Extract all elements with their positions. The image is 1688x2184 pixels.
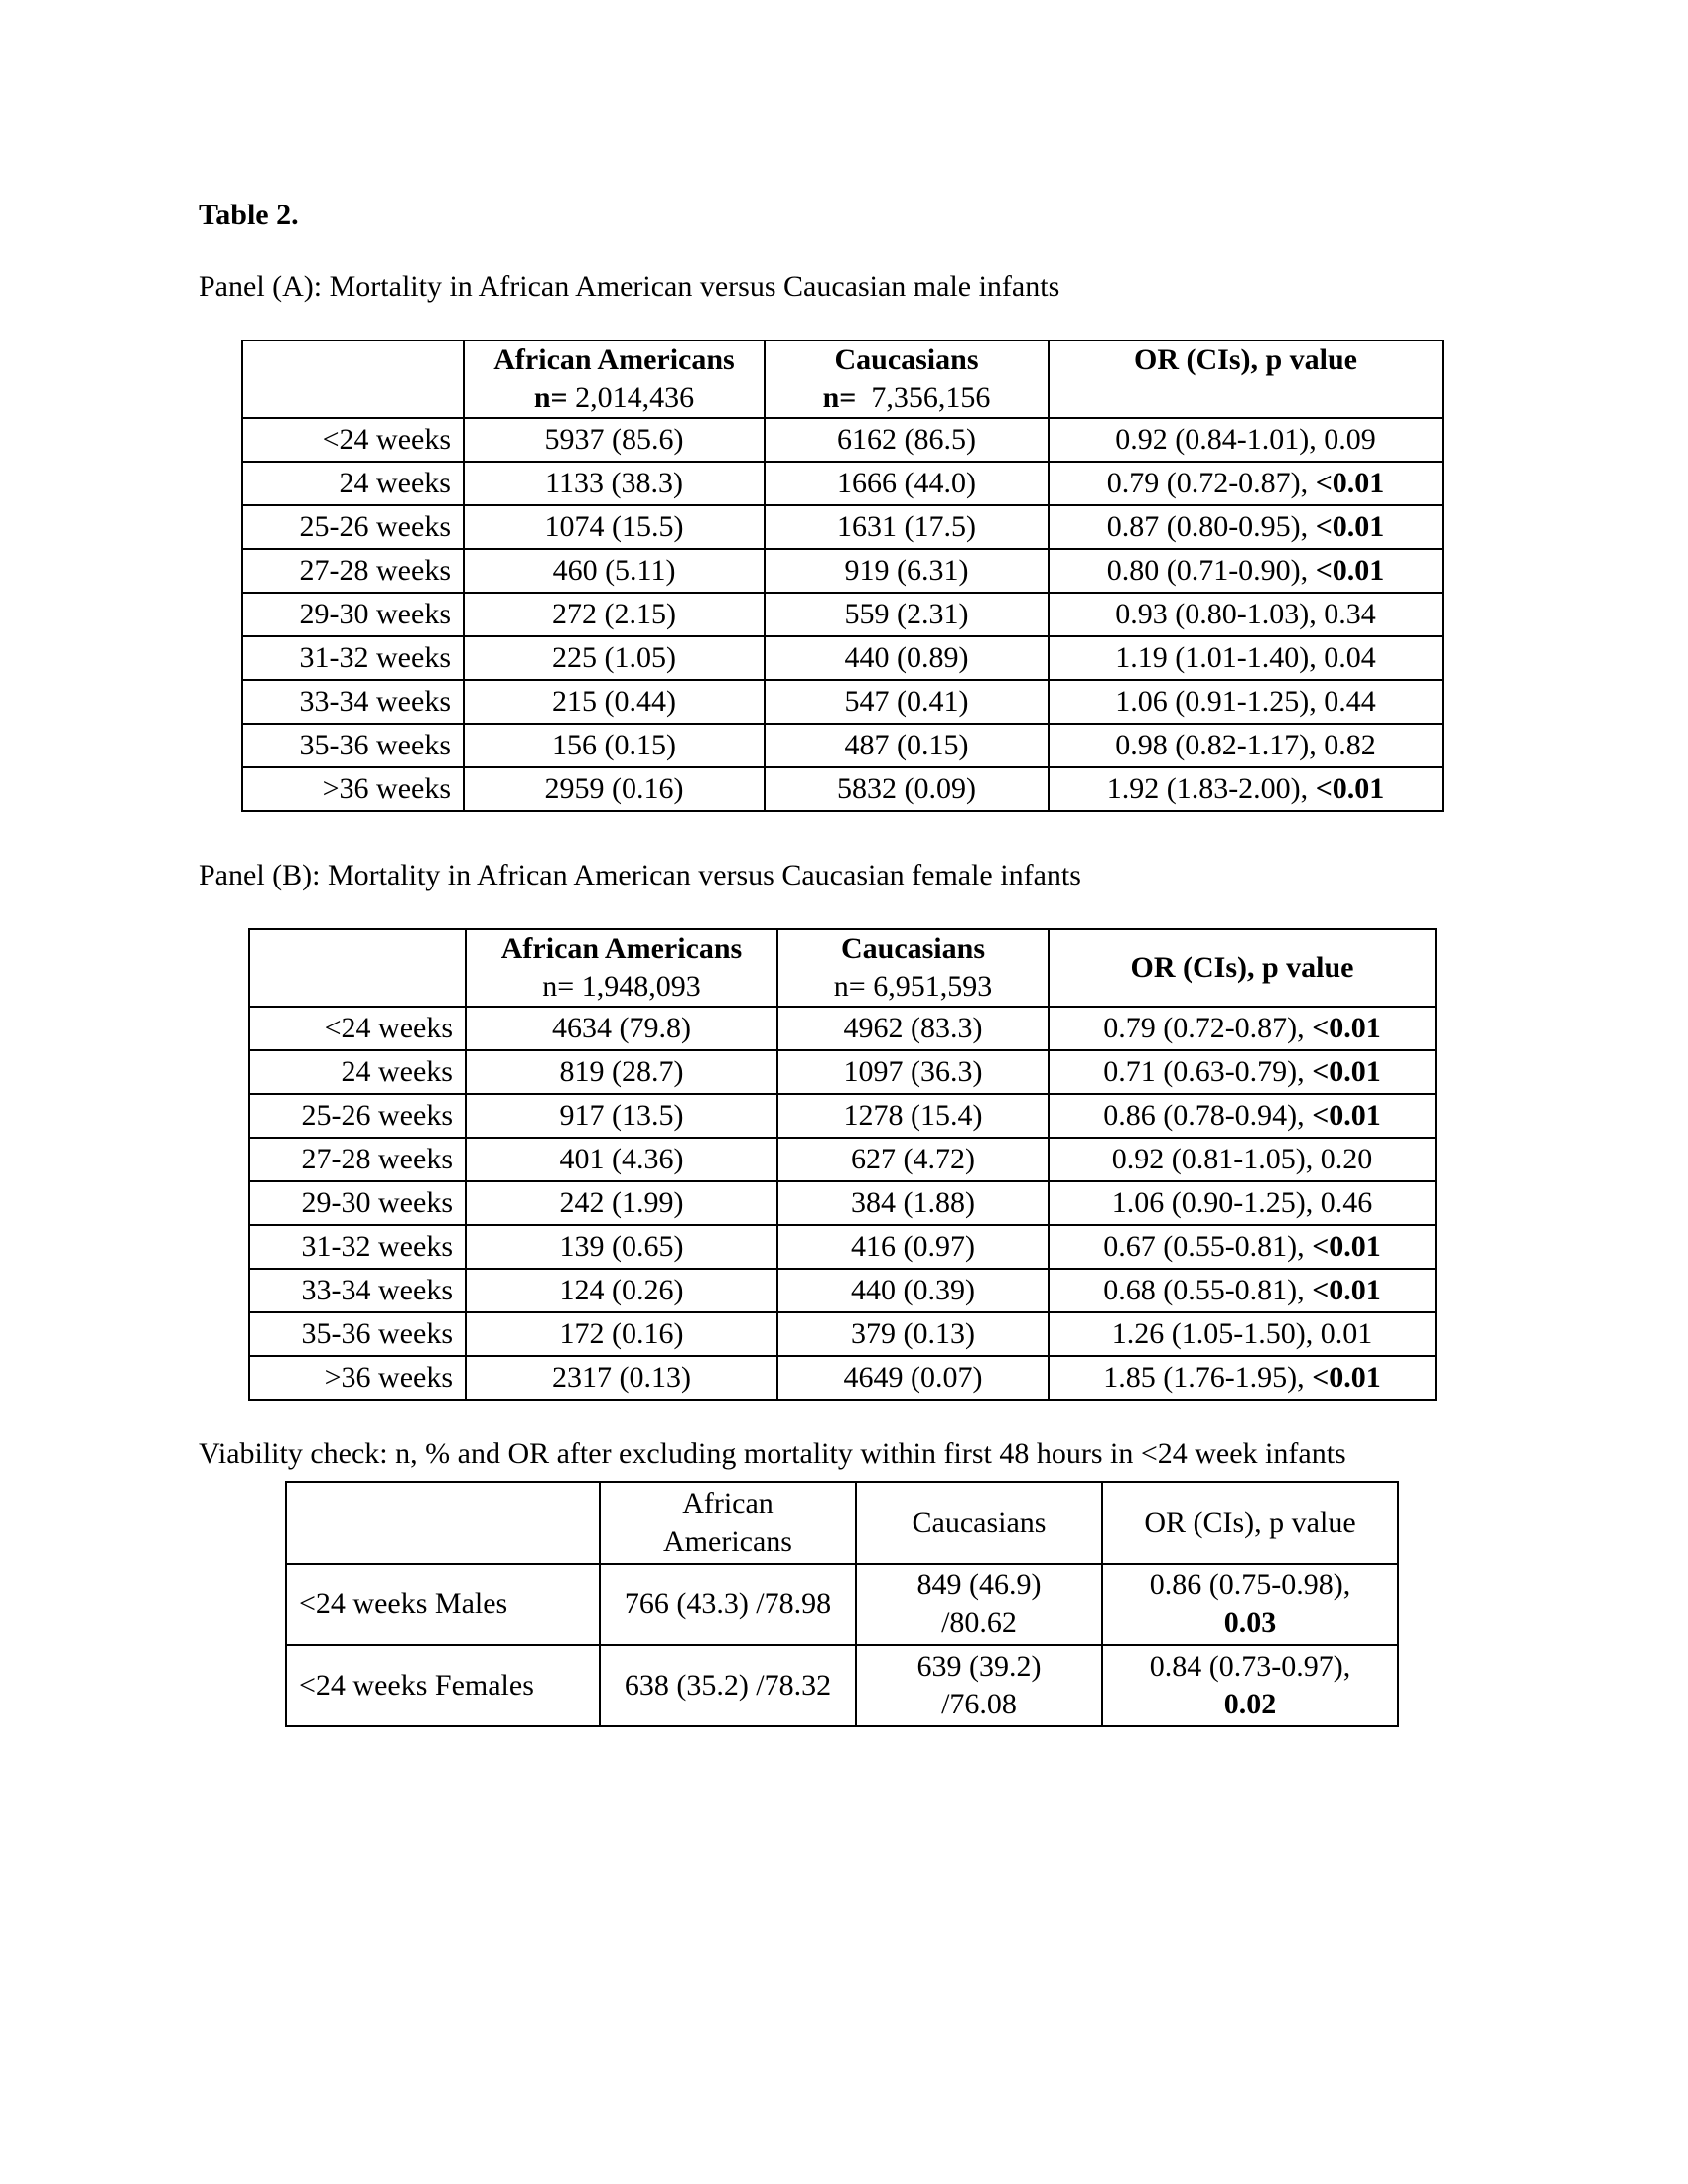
caucasians-cell: 1631 (17.5) bbox=[765, 505, 1049, 549]
viability-african-americans-cell: 638 (35.2) /78.32 bbox=[600, 1645, 856, 1726]
or-cell: 1.19 (1.01-1.40), 0.04 bbox=[1049, 636, 1443, 680]
table-row bbox=[286, 1564, 1398, 1645]
or-cell: 0.79 (0.72-0.87), <0.01 bbox=[1049, 462, 1443, 505]
panel-a-body bbox=[242, 418, 1443, 811]
african-americans-cell: 139 (0.65) bbox=[466, 1225, 777, 1269]
african-americans-cell: 460 (5.11) bbox=[464, 549, 765, 593]
caucasians-cell: 384 (1.88) bbox=[777, 1181, 1049, 1225]
viability-or-cell: 0.86 (0.75-0.98), 0.03 bbox=[1102, 1564, 1398, 1645]
row-label: 31-32 weeks bbox=[242, 636, 464, 680]
row-label: 27-28 weeks bbox=[242, 549, 464, 593]
row-label: 35-36 weeks bbox=[242, 724, 464, 767]
or-cell: 0.92 (0.81-1.05), 0.20 bbox=[1049, 1138, 1436, 1181]
row-label: 29-30 weeks bbox=[249, 1181, 466, 1225]
table-row bbox=[242, 549, 1443, 593]
row-label: >36 weeks bbox=[249, 1356, 466, 1400]
or-cell: 1.26 (1.05-1.50), 0.01 bbox=[1049, 1312, 1436, 1356]
table-row bbox=[242, 593, 1443, 636]
row-label: 33-34 weeks bbox=[249, 1269, 466, 1312]
row-label: 27-28 weeks bbox=[249, 1138, 466, 1181]
row-label: <24 weeks bbox=[249, 1007, 466, 1050]
or-cell: 0.93 (0.80-1.03), 0.34 bbox=[1049, 593, 1443, 636]
table-row bbox=[249, 1007, 1436, 1050]
or-cell: 1.92 (1.83-2.00), <0.01 bbox=[1049, 767, 1443, 811]
african-americans-cell: 2959 (0.16) bbox=[464, 767, 765, 811]
panel-a-table bbox=[241, 340, 1444, 812]
row-label: 25-26 weeks bbox=[249, 1094, 466, 1138]
caucasians-cell: 487 (0.15) bbox=[765, 724, 1049, 767]
row-label: 24 weeks bbox=[242, 462, 464, 505]
viability-caucasians-cell: 849 (46.9) /80.62 bbox=[856, 1564, 1102, 1645]
panel-b-header-empty bbox=[249, 929, 466, 1007]
viability-header-empty bbox=[286, 1482, 600, 1564]
table-row bbox=[249, 1269, 1436, 1312]
viability-header-or: OR (CIs), p value bbox=[1102, 1482, 1398, 1564]
table-row bbox=[249, 1312, 1436, 1356]
african-americans-cell: 4634 (79.8) bbox=[466, 1007, 777, 1050]
african-americans-cell: 5937 (85.6) bbox=[464, 418, 765, 462]
or-cell: 0.92 (0.84-1.01), 0.09 bbox=[1049, 418, 1443, 462]
viability-table bbox=[285, 1481, 1399, 1727]
caucasians-cell: 6162 (86.5) bbox=[765, 418, 1049, 462]
viability-row-label: <24 weeks Males bbox=[286, 1564, 600, 1645]
row-label: 33-34 weeks bbox=[242, 680, 464, 724]
table-row bbox=[249, 1181, 1436, 1225]
table-row bbox=[249, 1356, 1436, 1400]
table-row bbox=[242, 636, 1443, 680]
caucasians-cell: 5832 (0.09) bbox=[765, 767, 1049, 811]
african-americans-cell: 242 (1.99) bbox=[466, 1181, 777, 1225]
viability-african-americans-cell: 766 (43.3) /78.98 bbox=[600, 1564, 856, 1645]
or-cell: 1.06 (0.91-1.25), 0.44 bbox=[1049, 680, 1443, 724]
or-cell: 0.79 (0.72-0.87), <0.01 bbox=[1049, 1007, 1436, 1050]
panel-a-header-caucasians: Caucasians n= 7,356,156 bbox=[765, 341, 1049, 418]
caucasians-cell: 440 (0.39) bbox=[777, 1269, 1049, 1312]
table-row bbox=[242, 462, 1443, 505]
or-cell: 0.87 (0.80-0.95), <0.01 bbox=[1049, 505, 1443, 549]
row-label: 35-36 weeks bbox=[249, 1312, 466, 1356]
viability-caption: Viability check: n, % and OR after excluding mortality within first 48 hours in <24 week infants bbox=[199, 1437, 1346, 1470]
panel-b-header-or: OR (CIs), p value bbox=[1049, 929, 1436, 1007]
caucasians-cell: 627 (4.72) bbox=[777, 1138, 1049, 1181]
table-row bbox=[249, 1138, 1436, 1181]
african-americans-cell: 1133 (38.3) bbox=[464, 462, 765, 505]
viability-caucasians-cell: 639 (39.2) /76.08 bbox=[856, 1645, 1102, 1726]
african-americans-cell: 124 (0.26) bbox=[466, 1269, 777, 1312]
caucasians-cell: 4962 (83.3) bbox=[777, 1007, 1049, 1050]
caucasians-cell: 1666 (44.0) bbox=[765, 462, 1049, 505]
african-americans-cell: 819 (28.7) bbox=[466, 1050, 777, 1094]
african-americans-cell: 225 (1.05) bbox=[464, 636, 765, 680]
row-label: 24 weeks bbox=[249, 1050, 466, 1094]
table-row bbox=[242, 505, 1443, 549]
viability-header-african-americans: African Americans bbox=[600, 1482, 856, 1564]
or-cell: 0.80 (0.71-0.90), <0.01 bbox=[1049, 549, 1443, 593]
caucasians-cell: 1278 (15.4) bbox=[777, 1094, 1049, 1138]
table-row bbox=[242, 680, 1443, 724]
viability-row-label: <24 weeks Females bbox=[286, 1645, 600, 1726]
panel-a-header-african-americans: African Americans n= 2,014,436 bbox=[464, 341, 765, 418]
or-cell: 0.67 (0.55-0.81), <0.01 bbox=[1049, 1225, 1436, 1269]
table-row bbox=[242, 767, 1443, 811]
african-americans-cell: 2317 (0.13) bbox=[466, 1356, 777, 1400]
panel-b-caption: Panel (B): Mortality in African American versus Caucasian female infants bbox=[199, 859, 1081, 891]
african-americans-cell: 172 (0.16) bbox=[466, 1312, 777, 1356]
row-label: <24 weeks bbox=[242, 418, 464, 462]
caucasians-cell: 547 (0.41) bbox=[765, 680, 1049, 724]
or-cell: 0.68 (0.55-0.81), <0.01 bbox=[1049, 1269, 1436, 1312]
table-row bbox=[286, 1645, 1398, 1726]
caucasians-cell: 559 (2.31) bbox=[765, 593, 1049, 636]
african-americans-cell: 215 (0.44) bbox=[464, 680, 765, 724]
row-label: 29-30 weeks bbox=[242, 593, 464, 636]
caucasians-cell: 416 (0.97) bbox=[777, 1225, 1049, 1269]
caucasians-cell: 379 (0.13) bbox=[777, 1312, 1049, 1356]
panel-b-header-caucasians: Caucasians n= 6,951,593 bbox=[777, 929, 1049, 1007]
african-americans-cell: 272 (2.15) bbox=[464, 593, 765, 636]
table-title: Table 2. bbox=[199, 199, 299, 231]
viability-header-row bbox=[286, 1482, 1398, 1564]
table-row bbox=[249, 1050, 1436, 1094]
table-row bbox=[249, 1094, 1436, 1138]
row-label: >36 weeks bbox=[242, 767, 464, 811]
table-row bbox=[242, 724, 1443, 767]
row-label: 25-26 weeks bbox=[242, 505, 464, 549]
african-americans-cell: 1074 (15.5) bbox=[464, 505, 765, 549]
panel-b-header-african-americans: African Americans n= 1,948,093 bbox=[466, 929, 777, 1007]
panel-a-header-row bbox=[242, 341, 1443, 418]
panel-a-header-empty bbox=[242, 341, 464, 418]
african-americans-cell: 917 (13.5) bbox=[466, 1094, 777, 1138]
viability-header-caucasians: Caucasians bbox=[856, 1482, 1102, 1564]
or-cell: 0.71 (0.63-0.79), <0.01 bbox=[1049, 1050, 1436, 1094]
table-row bbox=[249, 1225, 1436, 1269]
panel-b-body bbox=[249, 1007, 1436, 1400]
african-americans-cell: 401 (4.36) bbox=[466, 1138, 777, 1181]
caucasians-cell: 919 (6.31) bbox=[765, 549, 1049, 593]
table-row bbox=[242, 418, 1443, 462]
panel-b-header-row bbox=[249, 929, 1436, 1007]
caucasians-cell: 1097 (36.3) bbox=[777, 1050, 1049, 1094]
panel-a-caption: Panel (A): Mortality in African American versus Caucasian male infants bbox=[199, 270, 1060, 303]
viability-or-cell: 0.84 (0.73-0.97), 0.02 bbox=[1102, 1645, 1398, 1726]
or-cell: 1.06 (0.90-1.25), 0.46 bbox=[1049, 1181, 1436, 1225]
or-cell: 0.86 (0.78-0.94), <0.01 bbox=[1049, 1094, 1436, 1138]
caucasians-cell: 4649 (0.07) bbox=[777, 1356, 1049, 1400]
caucasians-cell: 440 (0.89) bbox=[765, 636, 1049, 680]
or-cell: 0.98 (0.82-1.17), 0.82 bbox=[1049, 724, 1443, 767]
panel-a-header-or: OR (CIs), p value bbox=[1049, 341, 1443, 418]
african-americans-cell: 156 (0.15) bbox=[464, 724, 765, 767]
panel-b-table bbox=[248, 928, 1437, 1401]
or-cell: 1.85 (1.76-1.95), <0.01 bbox=[1049, 1356, 1436, 1400]
row-label: 31-32 weeks bbox=[249, 1225, 466, 1269]
